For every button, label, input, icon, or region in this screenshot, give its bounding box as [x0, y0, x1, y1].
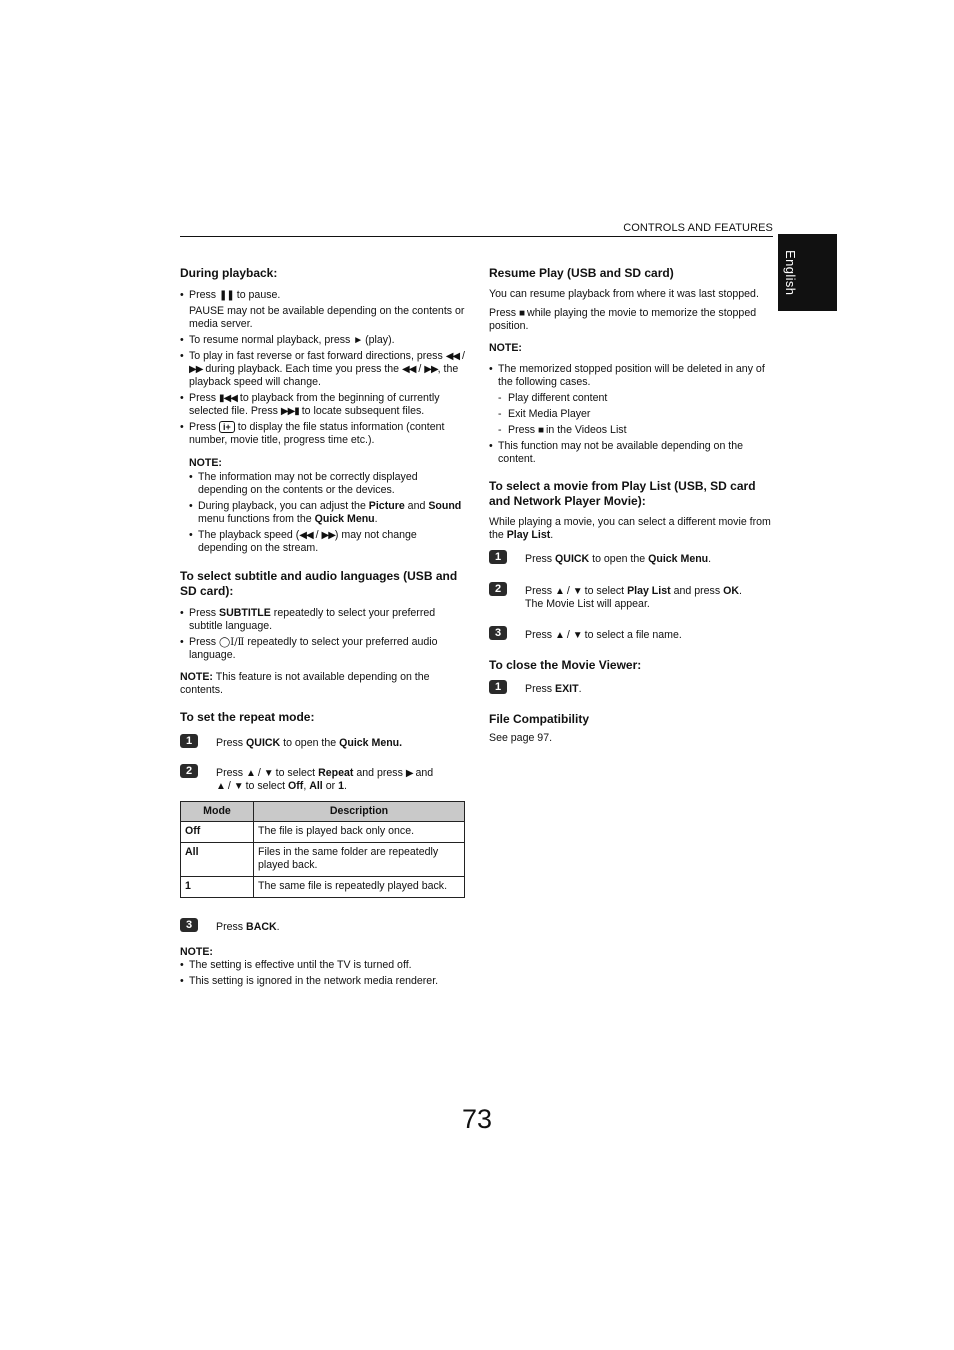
section-heading-subtitle: To select subtitle and audio languages (USB and SD card):	[180, 569, 458, 598]
fast-forward-icon: ▶▶	[321, 530, 335, 541]
resume-paragraph: Press ■ while playing the movie to memorize the stopped position.	[489, 307, 757, 332]
stop-icon: ■	[538, 425, 544, 436]
step-number-badge: 1	[489, 680, 507, 694]
list-item: • To resume normal playback, press ► (play).	[180, 334, 466, 347]
section-heading-playlist: To select a movie from Play List (USB, SD card and Network Player Movie):	[489, 479, 756, 508]
list-item: • Press SUBTITLE repeatedly to select your preferred subtitle language.	[180, 607, 466, 633]
playlist-step-1: 1 Press QUICK to open the Quick Menu.	[489, 553, 775, 569]
description-cell: Files in the same folder are repeatedly played back.	[254, 843, 465, 877]
note-label: NOTE:	[489, 342, 522, 354]
resume-note-list	[489, 363, 775, 389]
repeat-step-3: 3 Press BACK.	[180, 921, 466, 937]
mode-cell: Off	[181, 822, 254, 843]
description-cell: The same file is repeatedly played back.	[254, 877, 465, 898]
subtitle-note: NOTE: This feature is not available depending on the contents.	[180, 671, 430, 696]
playlist-step-2: 2 Press ▲ / ▼ to select Play List and press OK. The Movie List will appear.	[489, 585, 775, 611]
list-item: • This function may not be available depending on the content.	[489, 440, 775, 466]
skip-forward-icon: ▶▶▮	[280, 406, 299, 417]
right-arrow-icon: ▶	[405, 768, 413, 779]
list-item: • The memorized stopped position will be deleted in any of the following cases.	[489, 363, 775, 389]
description-cell: The file is played back only once.	[254, 822, 465, 843]
play-icon: ►	[353, 335, 363, 346]
header-rule	[180, 236, 773, 237]
language-tab	[778, 234, 837, 311]
down-arrow-icon: ▼	[572, 586, 582, 597]
playback-list	[180, 289, 466, 447]
repeat-step-1: 1 Press QUICK to open the Quick Menu.	[180, 737, 466, 753]
column-header: Description	[254, 802, 465, 822]
playback-note	[180, 457, 466, 555]
resume-case-list	[489, 392, 775, 437]
column-header: Mode	[181, 802, 254, 822]
left-column	[180, 266, 466, 991]
list-item: - Play different content	[498, 392, 775, 405]
note-label: NOTE:	[180, 946, 213, 958]
section-heading-during-playback: During playback:	[180, 266, 278, 280]
up-arrow-icon: ▲	[216, 781, 225, 792]
note-label: NOTE:	[189, 457, 222, 469]
list-item: • Press ▮◀◀ to playback from the beginning of currently selected file. Press ▶▶▮ to locate subsequent files.	[180, 392, 466, 418]
fast-forward-icon: ▶▶	[424, 364, 438, 375]
list-item: • Press ❚❚ to pause. PAUSE may not be available depending on the contents or media server.	[180, 289, 466, 331]
fast-forward-icon: ▶▶	[189, 364, 203, 375]
page-number: 73	[461, 1104, 493, 1134]
repeat-mode-table	[180, 801, 465, 898]
table-row	[181, 822, 465, 843]
list-item: - Exit Media Player	[498, 408, 775, 421]
list-item: - Press ■ in the Videos List	[498, 424, 775, 437]
rewind-icon: ◀◀	[445, 351, 460, 362]
step-number-badge: 3	[180, 918, 198, 932]
stop-icon: ■	[519, 308, 525, 319]
right-column	[489, 266, 775, 745]
pause-note: PAUSE may not be available depending on the contents or media server.	[189, 305, 465, 330]
list-item: • The setting is effective until the TV is turned off.	[180, 959, 466, 972]
mode-cell: All	[181, 843, 254, 877]
resume-note-list-2	[489, 440, 775, 466]
skip-back-icon: ▮◀◀	[219, 393, 237, 404]
section-heading-compatibility: File Compatibility	[489, 712, 590, 726]
rewind-icon: ◀◀	[402, 364, 416, 375]
up-arrow-icon: ▲	[555, 586, 564, 597]
step-number-badge: 1	[489, 550, 507, 564]
info-button-icon: i+	[219, 421, 235, 433]
audio-language-icon: ◯Ⅰ/Ⅱ	[219, 637, 245, 648]
list-item: • During playback, you can adjust the Picture and Sound menu functions from the Quick Menu.	[189, 500, 466, 526]
section-heading-close: To close the Movie Viewer:	[489, 658, 642, 672]
playlist-intro: While playing a movie, you can select a different movie from the Play List.	[489, 516, 771, 541]
down-arrow-icon: ▼	[233, 781, 243, 792]
list-item: • This setting is ignored in the network media renderer.	[180, 975, 466, 988]
list-item: • The information may not be correctly displayed depending on the contents or the devices.	[189, 471, 466, 497]
close-step-1: 1 Press EXIT.	[489, 683, 775, 699]
playlist-step-3: 3 Press ▲ / ▼ to select a file name.	[489, 629, 775, 645]
compatibility-text: See page 97.	[489, 732, 553, 744]
playback-note-list	[189, 471, 466, 555]
resume-paragraph: You can resume playback from where it was last stopped.	[489, 288, 759, 300]
step-number-badge: 1	[180, 734, 198, 748]
down-arrow-icon: ▼	[572, 630, 582, 641]
list-item: • Press i+ to display the file status information (content number, movie title, progress time etc.).	[180, 421, 466, 447]
step-number-badge: 2	[180, 764, 198, 778]
step-number-badge: 3	[489, 626, 507, 640]
step-number-badge: 2	[489, 582, 507, 596]
pause-icon: ❚❚	[219, 290, 234, 301]
section-heading-resume: Resume Play (USB and SD card)	[489, 266, 674, 280]
subtitle-list	[180, 607, 466, 662]
table-row	[181, 877, 465, 898]
section-heading-repeat: To set the repeat mode:	[180, 710, 315, 724]
running-header: CONTROLS AND FEATURES	[623, 222, 773, 234]
list-item: • To play in fast reverse or fast forward directions, press ◀◀ / ▶▶ during playback. Each time you press the ◀◀ / ▶▶, the playback speed will change.	[180, 350, 466, 389]
up-arrow-icon: ▲	[555, 630, 564, 641]
list-item: • The playback speed (◀◀ / ▶▶) may not change depending on the stream.	[189, 529, 466, 555]
repeat-note-list	[180, 959, 466, 988]
up-arrow-icon: ▲	[246, 768, 255, 779]
repeat-step-2: 2 Press ▲ / ▼ to select Repeat and press ▶ and ▲ / ▼ to select Off, All or 1.	[180, 767, 466, 793]
repeat-note	[180, 946, 466, 988]
table-header-row	[181, 802, 465, 822]
down-arrow-icon: ▼	[263, 768, 273, 779]
mode-cell: 1	[181, 877, 254, 898]
list-item: • Press ◯Ⅰ/Ⅱ repeatedly to select your preferred audio language.	[180, 636, 466, 662]
rewind-icon: ◀◀	[299, 530, 313, 541]
language-tab-label: English	[783, 250, 798, 296]
table-row	[181, 843, 465, 877]
